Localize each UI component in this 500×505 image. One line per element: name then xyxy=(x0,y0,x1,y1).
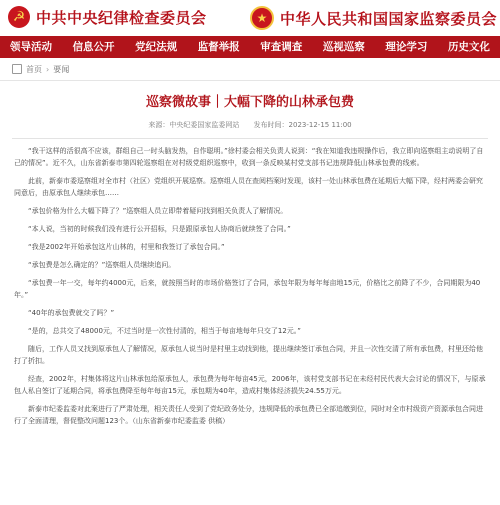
breadcrumb-home[interactable]: 首页 xyxy=(26,64,42,74)
breadcrumb-separator-icon: › xyxy=(46,64,50,74)
home-icon xyxy=(12,64,22,74)
nav-item-investigation[interactable]: 审查调查 xyxy=(260,41,303,53)
party-emblem-icon: ☭ xyxy=(8,6,30,28)
nav-item-history[interactable]: 历史文化 xyxy=(447,41,490,53)
ccdi-title: 中共中央纪律检查委员会 xyxy=(36,8,207,27)
paragraph: “承包价格为什么大幅下降了？”巡察组人员立即带着疑问找到相关负责人了解情况。 xyxy=(28,207,288,215)
article-date: 发布时间：2023-12-15 11:00 xyxy=(253,121,352,129)
paragraph: 此前，新泰市委巡察组对全市村（社区）党组织开展巡察。巡察组人员在查阅档案时发现，该村一处山林承包费在延期后大幅下降，经村两委会研究同意后，由原承包人继续承包…… xyxy=(14,177,483,197)
article-source: 来源：中央纪委国家监委网站 xyxy=(148,121,240,129)
nav-item-reporting[interactable]: 监督举报 xyxy=(197,41,240,53)
paragraph: 新泰市纪委监委对此案进行了严肃处理，相关责任人受到了党纪政务处分，违规降低的承包费已全部追缴到位，同时对全市村级资产资源承包合同进行了全面清理，督促整改问题123个。（山东省新泰市纪委监委 供稿） xyxy=(14,405,483,425)
main-nav xyxy=(0,36,500,58)
article-meta xyxy=(0,120,500,130)
nav-item-inspection[interactable]: 巡视巡察 xyxy=(322,41,365,53)
nav-item-study[interactable]: 理论学习 xyxy=(385,41,428,53)
breadcrumb xyxy=(0,58,500,81)
nav-item-leadership[interactable]: 领导活动 xyxy=(10,41,52,53)
site-header xyxy=(0,0,500,36)
paragraph: “40年的承包费就交了吗？” xyxy=(28,309,115,317)
nsc-brand[interactable] xyxy=(250,6,497,30)
article-title: 巡察微故事｜大幅下降的山林承包费 xyxy=(145,95,354,110)
paragraph: “我是2002年开始承包这片山林的，村里和我签订了承包合同。” xyxy=(28,243,225,251)
breadcrumb-section[interactable]: 要闻 xyxy=(53,64,70,74)
divider xyxy=(12,138,488,139)
nav-item-regulations[interactable]: 党纪法规 xyxy=(135,41,178,53)
paragraph: “承包费一年一交，每年约4000元，后来，就按照当时的市场价格签订了合同，承包年限为每年每亩地15元，价格比之前降了不少，合同期限为40年。” xyxy=(14,279,481,299)
article-body xyxy=(0,145,500,427)
ccdi-brand[interactable] xyxy=(8,6,207,28)
paragraph: “我干这样的活很高不应该，群组自己一时头脑发热，自作聪明。”徐村委会相关负责人说到：“我在知道我违规操作后，我立即向巡察组主动说明了自己的情况”。近不久，山东省新泰市第四轮巡察组在对村级党组织巡察中，收到一条反映某村党支部书记违规降低山林承包费的线索。 xyxy=(14,147,484,167)
paragraph: “承包费是怎么确定的？”巡察组人员继续追问。 xyxy=(28,261,176,269)
paragraph: “本人说，当初的时候我们没有进行公开招标，只是跟原承包人协商后就续签了合同。” xyxy=(28,225,291,233)
nav-item-info[interactable]: 信息公开 xyxy=(72,41,115,53)
paragraph: 经查，2002年，村集体将这片山林承包给原承包人，承包费为每年每亩45元，2006年，该村党支部书记在未经村民代表大会讨论的情况下，与原承包人私自签订了延期合同，将承包费降至每年每亩15元，承包期为40年，造成村集体经济损失24.55万元。 xyxy=(14,375,486,395)
paragraph: 随后，工作人员又找到原承包人了解情况，原承包人说当时是村里主动找到他，提出继续签订承包合同，并且一次性交清了所有承包费，村里还给他打了折扣。 xyxy=(14,345,483,365)
nsc-title: 中华人民共和国国家监察委员会 xyxy=(280,9,498,28)
national-emblem-icon: ★ xyxy=(250,6,274,30)
paragraph: “是的，总共交了48000元，不过当时是一次性付清的，相当于每亩地每年只交了12元。” xyxy=(28,327,301,335)
